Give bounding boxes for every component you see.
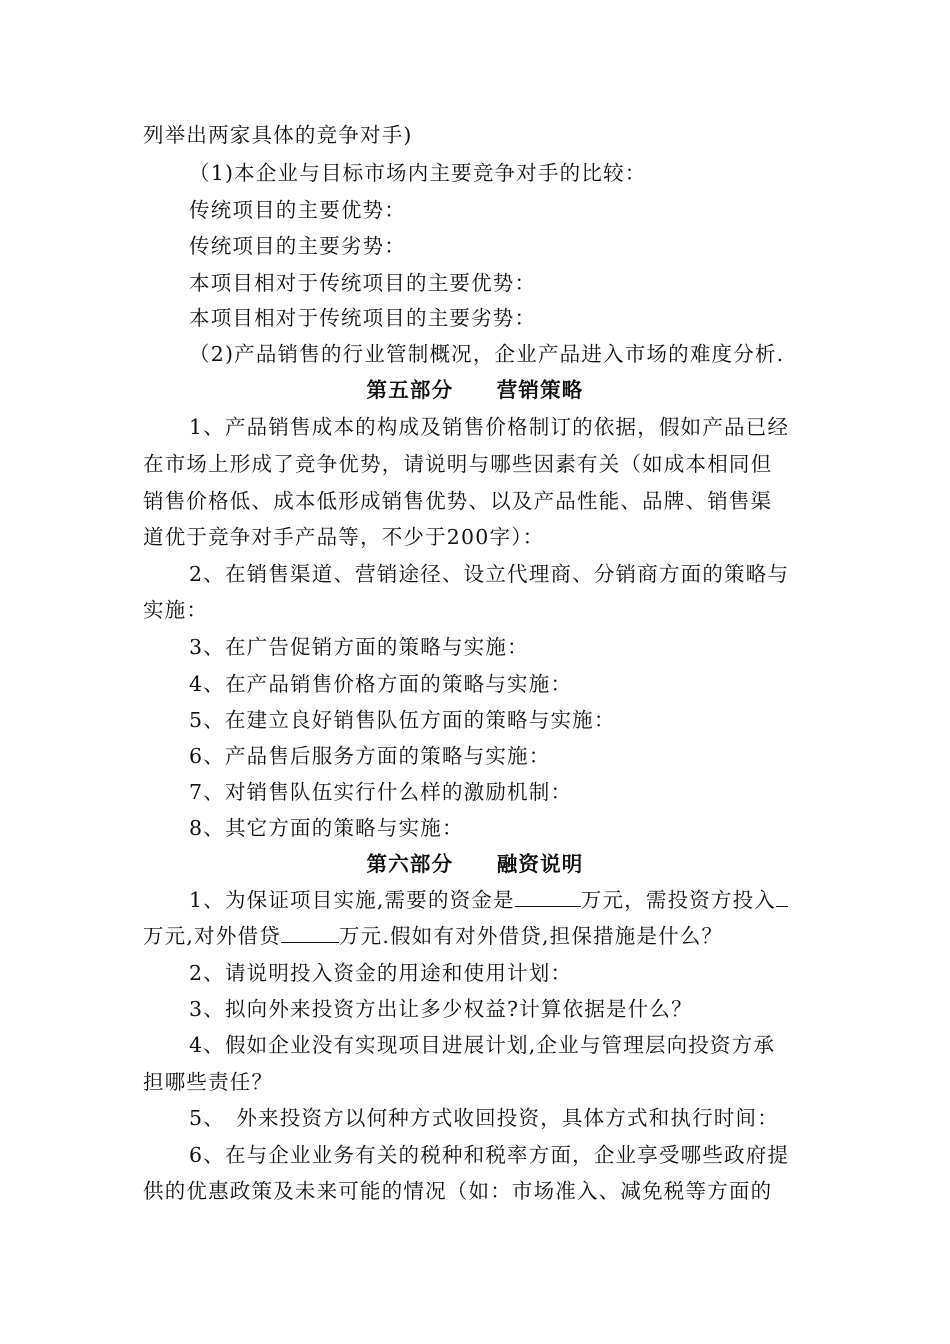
text-line: 销售价格低、成本低形成销售优势、以及产品性能、品牌、销售渠	[143, 489, 773, 513]
text-line: 5、 外来投资方以何种方式收回投资，具体方式和执行时间：	[189, 1106, 779, 1130]
text-line: 3、在广告促销方面的策略与实施：	[189, 635, 529, 659]
text-line: 7、对销售队伍实行什么样的激励机制：	[189, 780, 573, 804]
text-line: 实施：	[143, 598, 209, 622]
text-line: 5、在建立良好销售队伍方面的策略与实施：	[189, 708, 616, 732]
section-heading: 第六部分 融资说明	[366, 852, 584, 876]
fill-in-blank	[281, 922, 339, 943]
text-line: 4、假如企业没有实现项目进展计划,企业与管理层向投资方承	[189, 1033, 776, 1057]
text-segment: 1、为保证项目实施,需要的资金是	[189, 888, 515, 912]
fill-in-blank	[776, 886, 788, 907]
text-line: 1、产品销售成本的构成及销售价格制订的依据，假如产品已经	[189, 415, 790, 439]
text-line: 4、在产品销售价格方面的策略与实施：	[189, 672, 573, 696]
text-line: （1)本企业与目标市场内主要竞争对手的比较：	[189, 161, 647, 185]
text-line: 6、在与企业业务有关的税种和税率方面，企业享受哪些政府提	[189, 1143, 790, 1167]
fill-in-blank	[515, 886, 581, 907]
text-segment: 万元.假如有对外借贷,担保措施是什么？	[338, 924, 724, 948]
text-line: 供的优惠政策及未来可能的情况（如：市场准入、减免税等方面的	[143, 1179, 773, 1203]
text-line	[189, 882, 788, 918]
text-line: 本项目相对于传统项目的主要劣势：	[189, 306, 537, 330]
text-line: 担哪些责任？	[143, 1070, 274, 1094]
text-line: 2、请说明投入资金的用途和使用计划：	[189, 961, 573, 985]
text-segment: 万元，需投资方投入	[580, 888, 777, 912]
text-line: 传统项目的主要优势：	[189, 198, 406, 222]
text-line: 传统项目的主要劣势：	[189, 234, 406, 258]
section-heading: 第五部分 营销策略	[366, 378, 584, 402]
text-line: （2)产品销售的行业管制概况，企业产品进入市场的难度分析.	[189, 342, 785, 366]
text-line: 6、产品售后服务方面的策略与实施：	[189, 744, 551, 768]
text-line	[143, 918, 723, 954]
text-line: 8、其它方面的策略与实施：	[189, 816, 464, 840]
text-line: 道优于竞争对手产品等，不少于200字）：	[143, 525, 545, 549]
text-line: 2、在销售渠道、营销途径、设立代理商、分销商方面的策略与	[189, 562, 790, 586]
text-segment: 万元,对外借贷	[143, 924, 281, 948]
text-line: 在市场上形成了竞争优势，请说明与哪些因素有关（如成本相同但	[143, 452, 773, 476]
text-line: 3、拟向外来投资方出让多少权益?计算依据是什么？	[189, 997, 693, 1021]
text-line: 列举出两家具体的竞争对手)	[143, 123, 413, 147]
text-line: 本项目相对于传统项目的主要优势：	[189, 271, 537, 295]
